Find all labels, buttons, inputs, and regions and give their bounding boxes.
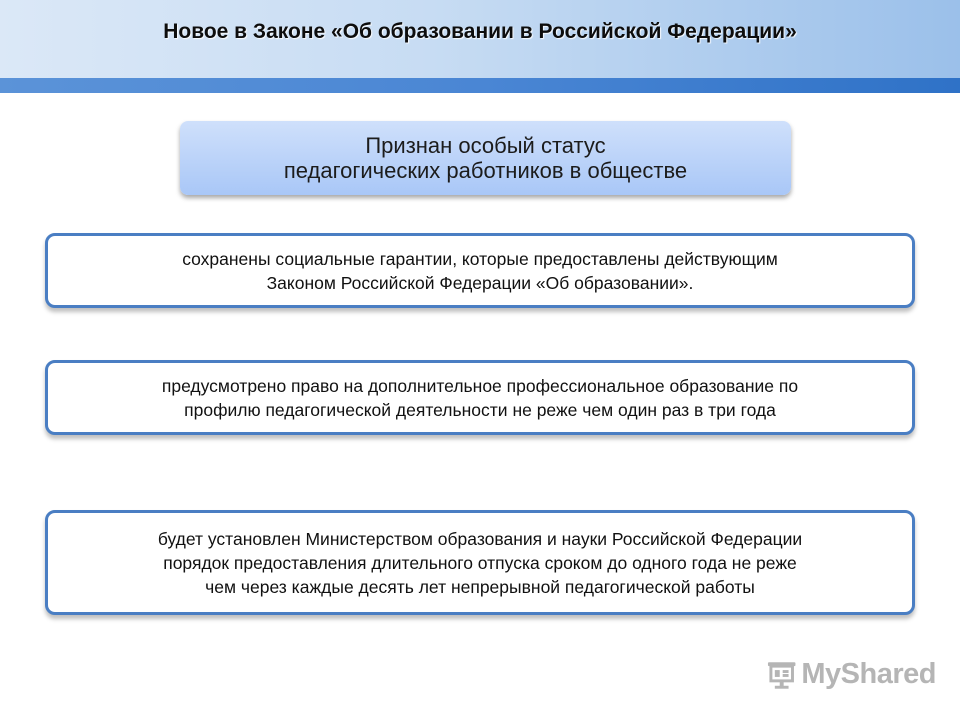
card-text-line: предусмотрено право на дополнительное профессиональное образование по: [161, 375, 799, 396]
myshared-logo: [766, 654, 936, 694]
info-card-education-right: [45, 360, 915, 435]
logo-text: MyShared: [801, 657, 936, 690]
presentation-board-icon: [766, 658, 797, 690]
header-accent-bar: [0, 78, 960, 93]
card-text-line: чем через каждые десять лет непрерывной педагогической работы: [205, 576, 755, 597]
card-text-line: сохранены социальные гарантии, которые предоставлены действующим: [182, 248, 778, 269]
card-text-line: профилю педагогической деятельности не реже чем один раз в три года: [184, 399, 776, 420]
card-text-line: Законом Российской Федерации «Об образовании».: [266, 272, 694, 293]
status-line: педагогических работников в обществе: [283, 158, 688, 183]
status-line: Признан особый статус: [365, 133, 606, 158]
card-text-line: порядок предоставления длительного отпуска сроком до одного года не реже: [163, 552, 797, 573]
info-card-long-leave: [45, 510, 915, 615]
card-text-line: будет установлен Министерством образования и науки Российской Федерации: [157, 528, 803, 549]
status-box: [180, 121, 791, 195]
slide-title: Новое в Законе «Об образовании в Российской Федерации»: [163, 20, 797, 43]
info-card-guarantees: [45, 233, 915, 308]
